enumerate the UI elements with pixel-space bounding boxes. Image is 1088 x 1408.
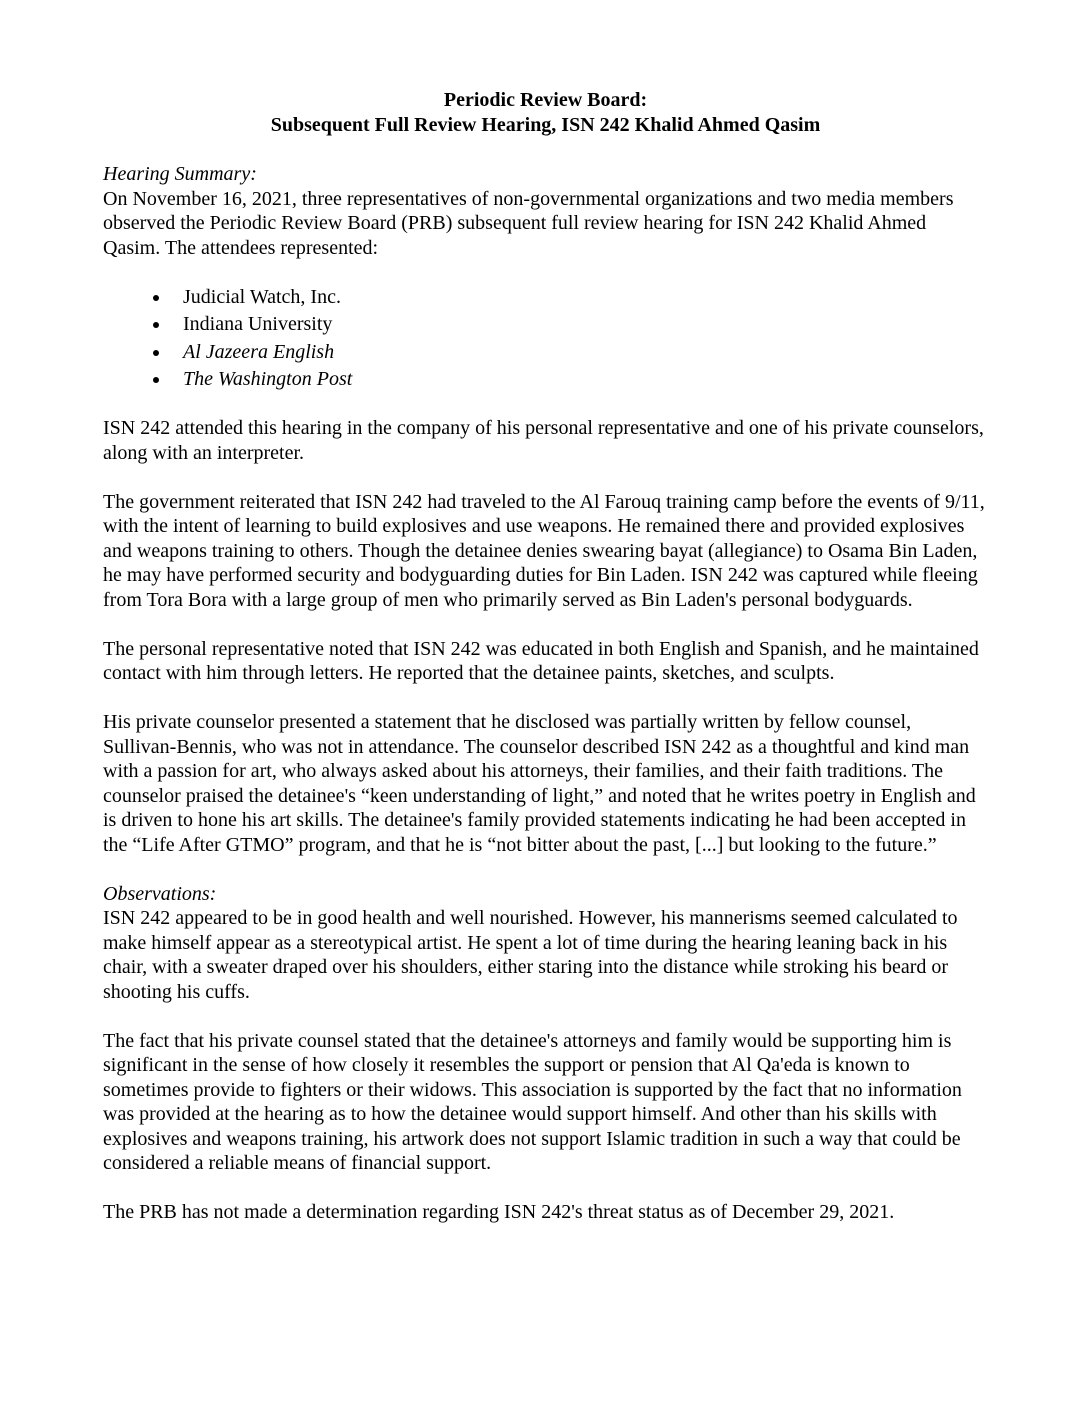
attendee-list (103, 285, 988, 392)
list-item-al-jazeera-english: • Al Jazeera English (171, 340, 988, 365)
list-item-judicial-watch: • Judicial Watch, Inc. (171, 285, 988, 310)
paragraph-observation-support: The fact that his private counsel stated that the detainee's attorneys and family would be supporting him is significant in the sense of how closely it resembles the support or pension that Al Qa'eda is known to sometimes provide to fighters or their widows. This association is supported by the fact that no information was provided at the hearing as to how the detainee would support himself. And other than his skills with explosives and weapons training, his artwork does not support Islamic tradition in such a way that could be considered a reliable means of financial support. (103, 1029, 962, 1174)
paragraph-private-counselor: His private counselor presented a statement that he disclosed was partially written by fellow counsel, Sullivan-Bennis, who was not in attendance. The counselor described ISN 242 as a thoughtful and kind man with a passion for art, who always asked about his attorneys, their families, and their faith traditions. The counselor praised the detainee's “keen understanding of light,” and noted that he writes poetry in English and is driven to hone his art skills. The detainee's family provided statements indicating he had been accepted in the “Life After GTMO” program, and that he is “not bitter about the past, [...] but looking to the future.” (103, 711, 976, 856)
list-item-washington-post: • The Washington Post (171, 367, 988, 392)
paragraph-government-statement: The government reiterated that ISN 242 had traveled to the Al Farouq training camp before the events of 9/11, with the intent of learning to build explosives and use weapons. He remained there and provided explosives and weapons training to others. Though the detainee denies swearing bayat (allegiance) to Osama Bin Laden, he may have performed security and bodyguarding duties for Bin Laden. ISN 242 was captured while fleeing from Tora Bora with a large group of men who primarily served as Bin Laden's personal bodyguards. (103, 490, 985, 611)
list-item-indiana-university: • Indiana University (171, 312, 988, 337)
paragraph-attendance: ISN 242 attended this hearing in the company of his personal representative and one of his private counselors, along with an interpreter. (103, 417, 984, 464)
paragraph-closing-determination: The PRB has not made a determination regarding ISN 242's threat status as of December 29, 2021. (103, 1201, 895, 1223)
title-line-2: Subsequent Full Review Hearing, ISN 242 Khalid Ahmed Qasim (270, 113, 821, 136)
paragraph-personal-representative: The personal representative noted that ISN 242 was educated in both English and Spanish, and he maintained contact with him through letters. He reported that the detainee paints, sketches, and sculpts. (103, 637, 979, 684)
observations-heading: Observations: (103, 882, 217, 905)
hearing-summary-heading: Hearing Summary: (103, 163, 257, 185)
paragraph-observation-health: ISN 242 appeared to be in good health and well nourished. However, his mannerisms seemed calculated to make himself appear as a stereotypical artist. He spent a lot of time during the hearing leaning back in his chair, with a sweater draped over his shoulders, either staring into the distance while stroking his beard or shooting his cuffs. (103, 907, 958, 1003)
document-title (103, 88, 988, 137)
hearing-summary-intro: On November 16, 2021, three representatives of non-governmental organizations and two media members observed the Periodic Review Board (PRB) subsequent full review hearing for ISN 242 Khalid Ahmed Qasim. The attendees represented: (103, 187, 954, 259)
title-line-1: Periodic Review Board: (443, 89, 648, 111)
